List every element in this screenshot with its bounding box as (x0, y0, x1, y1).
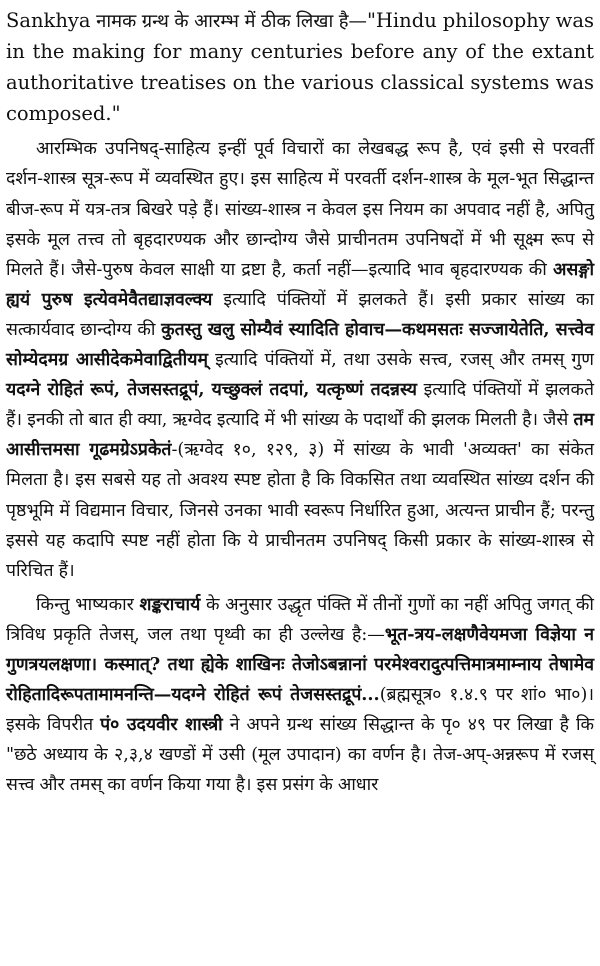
text-segment: Sankhya (6, 9, 91, 32)
text-segment: (ब्रह्मसूत्र० १.४.९ पर शां० भा०)। इसके विपरीत (6, 685, 594, 736)
paragraph-1 (6, 6, 594, 130)
bold-quotation: कुतस्तु खलु सोम्यैवं स्यादिति होवाच—कथमसतः सज्जायेतेति, सत्त्वेव सोम्येदमग्र आसीदेकमेवाद्वितीयम् (6, 318, 595, 371)
bold-quotation: यदग्ने रोहितं रूपं, तेजसस्तद्रूपं, यच्छुक्लं तदपां, यत्कृष्णं तदन्नस्य (6, 379, 418, 401)
paragraph-3 (6, 590, 594, 801)
text-segment: इत्यादि पंक्तियों में झलकते हैं। इसी प्रकार सांख्य का सत्कार्यवाद छान्दोग्य की (6, 289, 595, 340)
bold-quotation: असङ्गो ह्ययं पुरुष इत्येवमेवैतद्याज्ञवल्क्य (6, 258, 594, 310)
text-segment: "Hindu philosophy was in the making for many centuries before any of the extant authoritative treatises on the various classical systems was composed." (6, 9, 595, 126)
text-segment: किन्तु भाष्यकार (36, 594, 140, 615)
text-segment: -(ऋग्वेद १०, १२९, ३) में सांख्य के भावी 'अव्यक्त' का संकेत मिलता है। इस सबसे यह तो अवश्य स्पष्ट होता है कि विकसित तथा व्यवस्थित सांख्य दर्शन की पृष्ठभूमि में विद्यमान विचार, जिनसे उनका भावी स्वरूप निर्धारित हुआ, अत्यन्त प्राचीन हैं; परन्तु इससे यह कदापि स्पष्ट नहीं होता कि ये प्राचीनतम उपनिषद् किसी प्रकार के सांख्य-शास्त्र से परिचित हैं। (6, 440, 594, 581)
text-segment: ने अपने ग्रन्थ सांख्य सिद्धान्त के पृ० ४९ पर लिखा है कि "छठे अध्याय के २,३,४ खण्डों में उसी (मूल उपादान) का वर्णन है। तेज-अप्-अन्नरूप में रजस् सत्त्व और तमस् का वर्णन किया गया है। इस प्रसंग के आधार (6, 715, 595, 796)
bold-quotation: भूत-त्रय-लक्षणैवेयमजा विज्ञेया न गुणत्रयलक्षणा। कस्मात्? तथा ह्येके शाखिनः तेजोऽबन्नानां परमेश्वरादुत्पत्तिमात्रमाम्नाय तेषामेव रोहितादिरूपतामामनन्ति—यदग्ने रोहितं रूपं तेजसस्तद्रूपं... (6, 623, 594, 706)
text-segment: के अनुसार उद्धृत पंक्ति में तीनों गुणों का नहीं अपितु जगत् की त्रिविध प्रकृति तेजस्, जल तथा पृथ्वी का ही उल्लेख है:— (6, 594, 594, 645)
bold-quotation: तम आसीत्तमसा गूढमग्रेऽप्रकेतं (6, 409, 594, 461)
paragraph-2 (6, 134, 594, 585)
bold-quotation: शङ्कराचार्य (139, 593, 201, 615)
text-segment: इत्यादि पंक्तियों में, तथा उसके सत्त्व, रजस् और तमस् गुण (207, 350, 594, 371)
bold-quotation: पं० उदयवीर शास्त्री (100, 714, 223, 736)
text-segment: इत्यादि पंक्तियों में झलकते हैं। इनकी तो बात ही क्या, ऋग्वेद इत्यादि में भी सांख्य के पदार्थों की झलक मिलती है। जैसे (6, 380, 594, 431)
text-segment: नामक ग्रन्थ के आरम्भ में ठीक लिखा है— (90, 11, 367, 32)
text-segment: आरम्भिक उपनिषद्-साहित्य इन्हीं पूर्व विचारों का लेखबद्ध रूप है, एवं इसी से परवर्ती दर्शन-शास्त्र सूत्र-रूप में व्यवस्थित हुए। इस साहित्य में परवर्ती दर्शन-शास्त्र के मूल-भूत सिद्धान्त बीज-रूप में यत्र-तत्र बिखरे पड़े हैं। सांख्य-शास्त्र न केवल इस नियम का अपवाद नहीं है, अपितु इसके मूल तत्त्व तो बृहदारण्यक और छान्दोग्य जैसे प्राचीनतम उपनिषदों में भी सूक्ष्म रूप से मिलते हैं। जैसे-पुरुष केवल साक्षी या द्रष्टा है, कर्ता नहीं—इत्यादि भाव बृहदारण्यक की (6, 139, 594, 280)
